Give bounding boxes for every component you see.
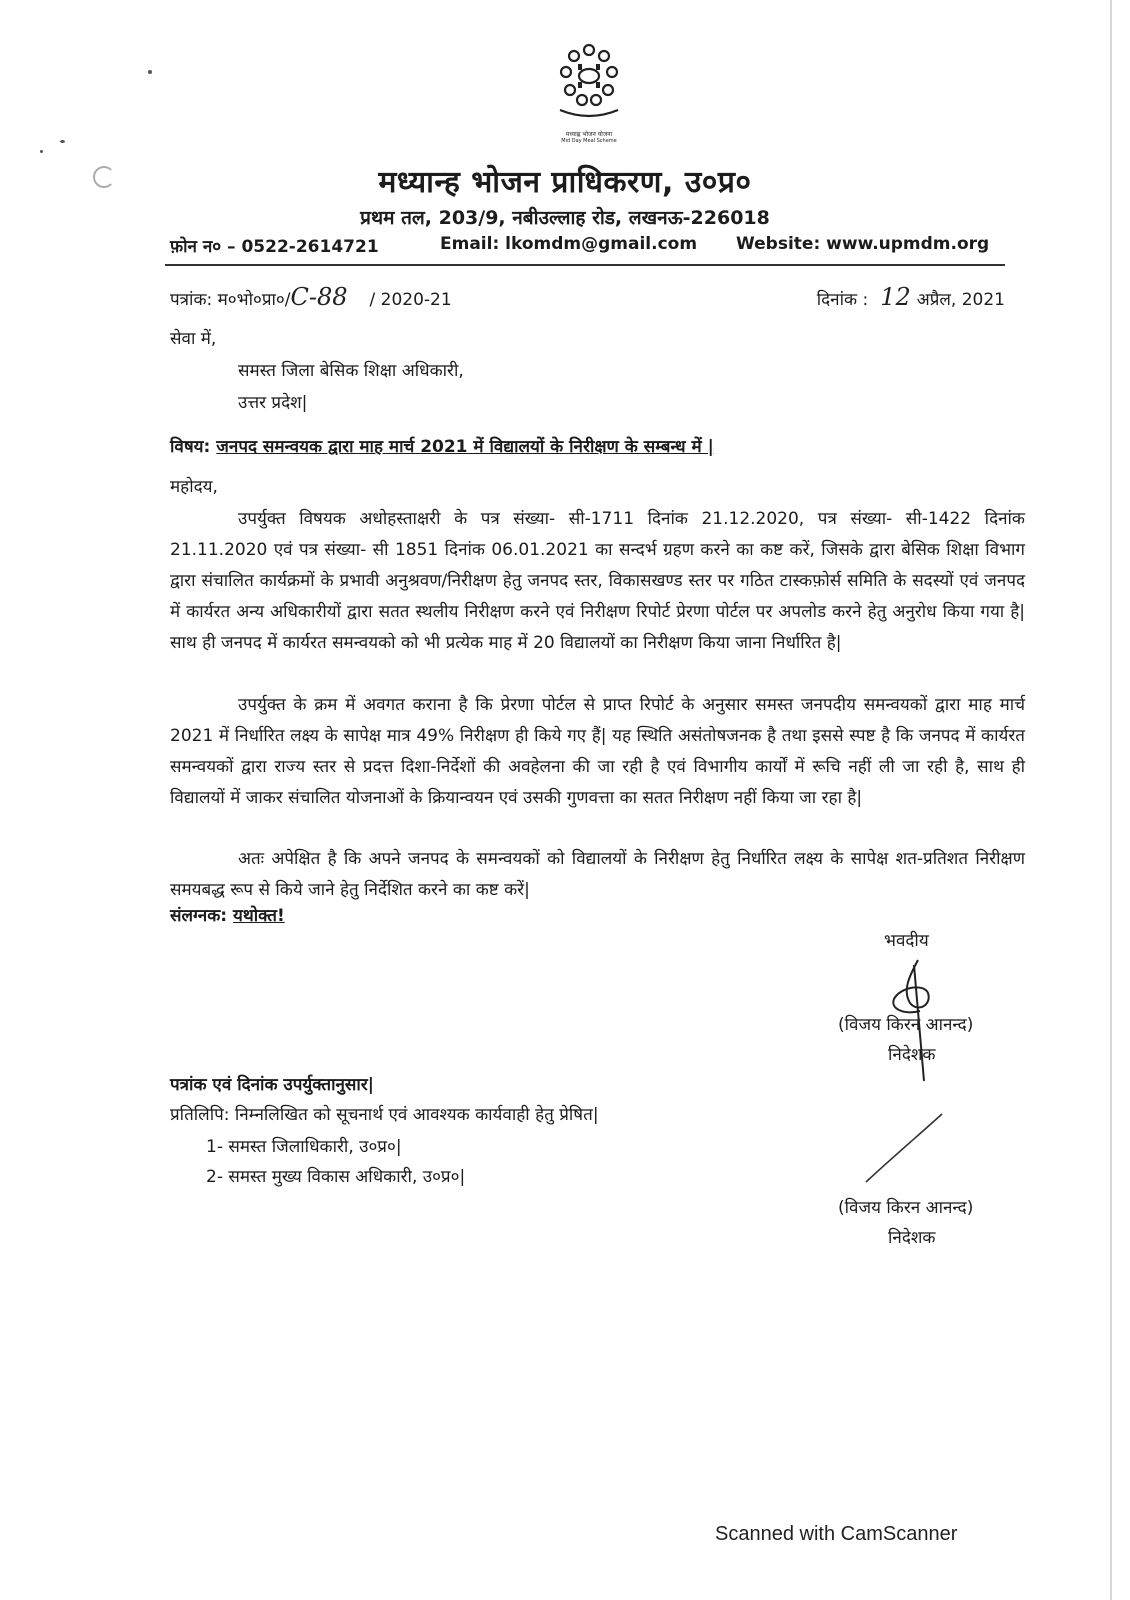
closing-yours: भवदीय — [884, 931, 929, 951]
enclosure-line — [170, 903, 285, 926]
camscanner-watermark: Scanned with CamScanner — [715, 1523, 958, 1545]
addressee-line-1: समस्त जिला बेसिक शिक्षा अधिकारी, — [238, 361, 464, 381]
signatory-designation-2: निदेशक — [888, 1228, 936, 1248]
copy-reference-line: पत्रांक एवं दिनांक उपर्युक्तानुसार| — [170, 1075, 374, 1095]
letter-subject — [170, 434, 714, 457]
body-paragraph-3: अतः अपेक्षित है कि अपने जनपद के समन्वयकों को विद्यालयों के निरीक्षण हेतु निर्धारित लक्ष्य के सापेक्ष शत-प्रतिशत निरीक्षण समयबद्ध रूप से किये जाने हेतु निर्देशित करने का कष्ट करें| — [170, 849, 1025, 900]
date-month-year: अप्रैल, 2021 — [916, 290, 1005, 310]
email-address: Email: lkomdm@gmail.com — [440, 234, 698, 254]
copy-item-1: 1- समस्त जिलाधिकारी, उ०प्र०| — [206, 1137, 402, 1157]
handwritten-date-day: 12 — [880, 283, 911, 311]
salutation-to: सेवा में, — [170, 329, 217, 349]
scan-speck — [60, 140, 65, 143]
subject-label: विषय: — [170, 437, 211, 457]
contact-row — [170, 234, 1000, 260]
date-label: दिनांक : — [816, 290, 869, 310]
handwritten-reference-number: C-88 — [290, 283, 348, 311]
signatory-name-2: (विजय किरन आनन्द) — [838, 1198, 974, 1218]
handwritten-signature-2 — [860, 1110, 950, 1190]
signatory-designation-1: निदेशक — [888, 1045, 936, 1065]
organization-address: प्रथम तल, 203/9, नबीउल्लाह रोड, लखनऊ-226018 — [360, 207, 770, 229]
body-paragraph-1: उपर्युक्त विषयक अधोहस्ताक्षरी के पत्र संख्या- सी-1711 दिनांक 21.12.2020, पत्र संख्या- सी-1422 दिनांक 21.11.2020 एवं पत्र संख्या- सी 1851 दिनांक 06.01.2021 का सन्दर्भ ग्रहण करने का कष्ट करें, जिसके द्वारा बेसिक शिक्षा विभाग द्वारा संचालित कार्यक्रमों के प्रभावी अनुश्रवण/निरीक्षण हेतु जनपद स्तर, विकासखण्ड स्तर पर गठित टास्कफ़ोर्स समिति के सदस्यों एवं जनपद में कार्यरत अन्य अधिकारीयों द्वारा सतत स्थलीय निरीक्षण करने एवं निरीक्षण रिपोर्ट प्रेरणा पोर्टल पर अपलोड करने हेतु अनुरोध किया गया है| साथ ही जनपद में कार्यरत समन्वयको को भी प्रत्येक माह में 20 विद्यालयों का निरीक्षण किया जाना निर्धारित है| — [170, 509, 1025, 653]
greeting: महोदय, — [170, 477, 218, 497]
reference-year: / 2020-21 — [369, 290, 452, 310]
mid-day-meal-logo — [548, 40, 630, 148]
letter-date — [817, 283, 1005, 311]
signatory-name-1: (विजय किरन आनन्द) — [838, 1015, 974, 1035]
addressee-line-2: उत्तर प्रदेश| — [238, 393, 308, 413]
enclosure-label: संलग्नक: — [170, 906, 228, 926]
website-address: Website: www.upmdm.org — [736, 234, 990, 254]
subject-text: जनपद समन्वयक द्वारा माह मार्च 2021 में विद्यालयों के निरीक्षण के सम्बन्ध में | — [216, 437, 714, 457]
logo-caption-hindi: मध्याह्न भोजन योजना — [565, 131, 613, 138]
logo-caption-english: Mid Day Meal Scheme — [561, 138, 617, 144]
copy-intro: प्रतिलिपि: निम्नलिखित को सूचनार्थ एवं आवश्यक कार्यवाही हेतु प्रेषित| — [170, 1105, 599, 1125]
copy-item-2: 2- समस्त मुख्य विकास अधिकारी, उ०प्र०| — [206, 1167, 466, 1187]
header-divider — [165, 264, 1005, 266]
organization-name: मध्यान्ह भोजन प्राधिकरण, उ०प्र० — [378, 165, 752, 200]
phone-number: फ़ोन न० – 0522-2614721 — [170, 237, 379, 257]
reference-prefix: पत्रांक: म०भो०प्रा०/ — [170, 290, 291, 310]
scan-speck — [148, 70, 152, 74]
body-paragraph-2: उपर्युक्त के क्रम में अवगत कराना है कि प्रेरणा पोर्टल से प्राप्त रिपोर्ट के अनुसार समस्त जनपदीय समन्वयकों द्वारा माह मार्च 2021 में निर्धारित लक्ष्य के सापेक्ष मात्र 49% निरीक्षण ही किये गए हैं| यह स्थिति असंतोषजनक है तथा इससे स्पष्ट है कि जनपद में कार्यरत समन्वयकों द्वारा राज्य स्तर से प्रदत्त दिशा-निर्देशों की अवहेलना की जा रही है एवं विभागीय कार्यों में रूचि नहीं ली जा रही है, साथ ही विद्यालयों में जाकर संचालित योजनाओं के क्रियान्वयन एवं उसकी गुणवत्ता का सतत निरीक्षण नहीं किया जा रहा है| — [170, 695, 1025, 808]
logo-emblem-icon — [548, 40, 630, 128]
enclosure-value: यथोक्त! — [233, 906, 285, 926]
scan-edge-shadow — [1110, 0, 1112, 1600]
letter-reference — [170, 283, 452, 311]
scan-speck — [40, 150, 43, 153]
